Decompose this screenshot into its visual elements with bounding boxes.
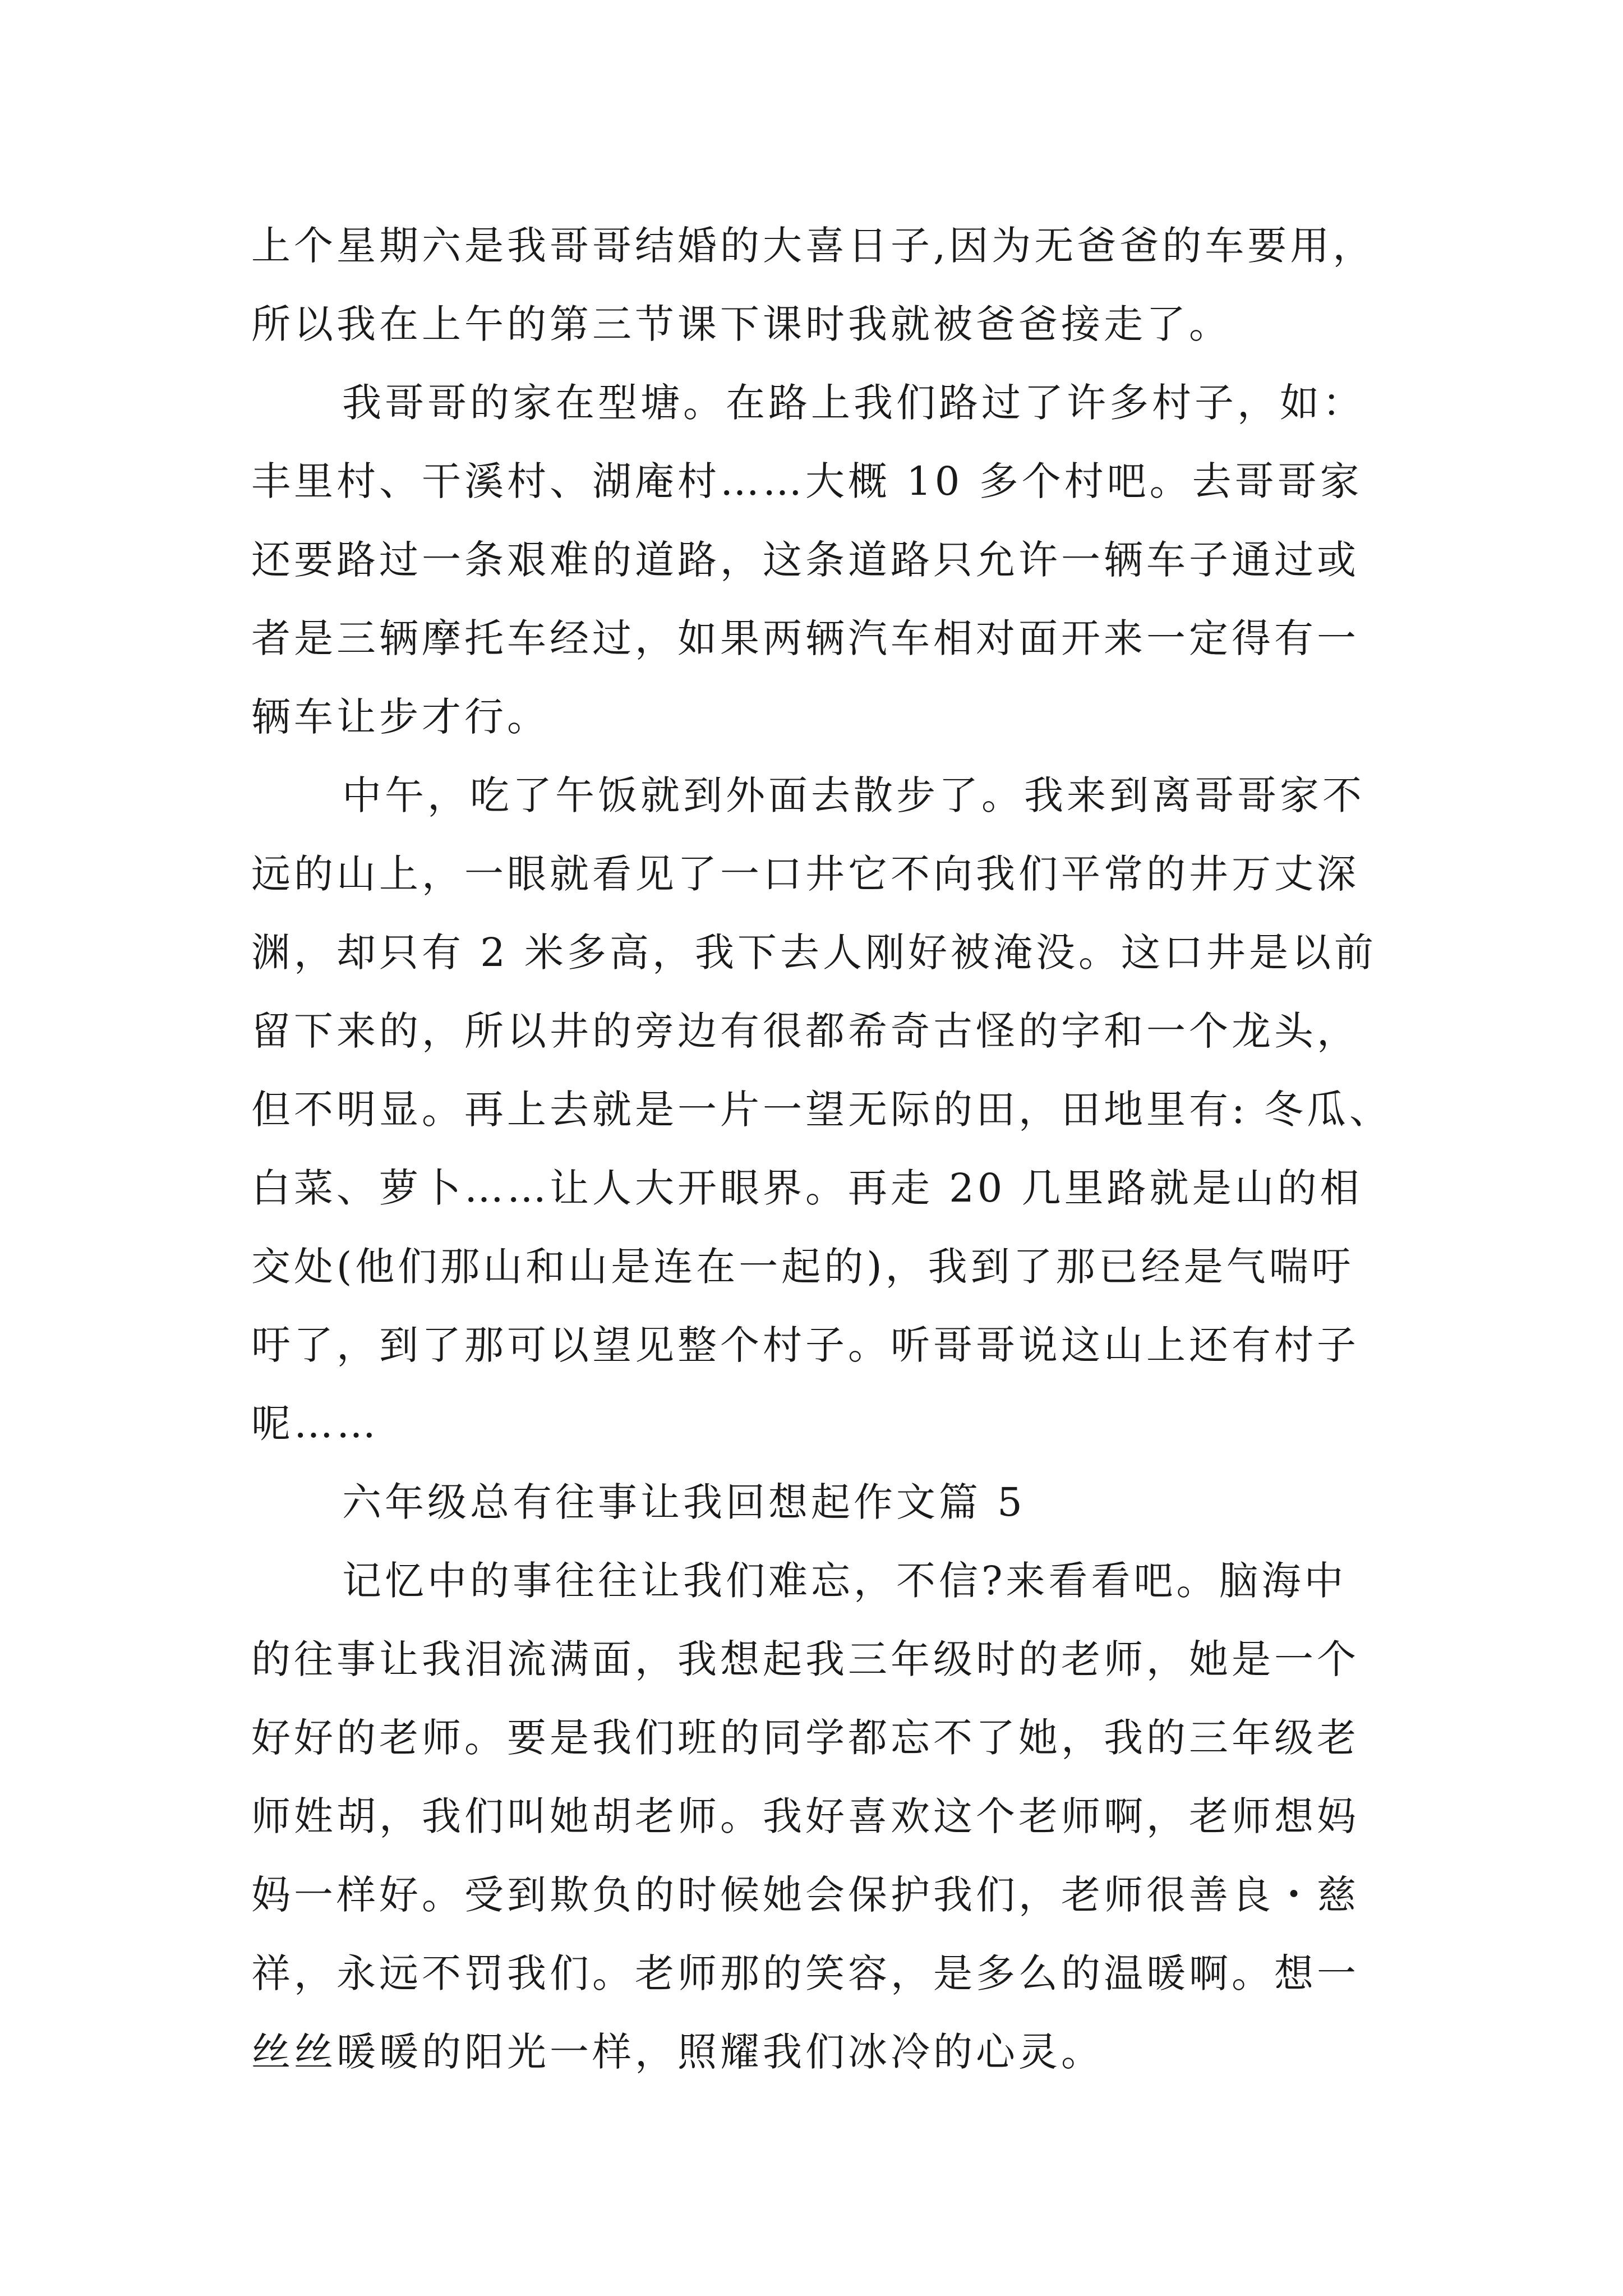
text-line: 的往事让我泪流满面，我想起我三年级时的老师，她是一个: [251, 1636, 1359, 1682]
text-line: 但不明显。再上去就是一片一望无际的田，田地里有: 冬瓜、: [251, 1087, 1392, 1133]
text-line: 辆车让步才行。: [251, 694, 550, 740]
text-line: 丰里村、干溪村、湖庵村……大概 10 多个村吧。去哥哥家: [251, 458, 1363, 504]
text-line: 呢……: [251, 1401, 379, 1447]
text-line: 者是三辆摩托车经过，如果两辆汽车相对面开来一定得有一: [251, 615, 1359, 661]
text-line: 交处(他们那山和山是连在一起的)，我到了那已经是气喘吁: [251, 1244, 1354, 1290]
text-line: 上个星期六是我哥哥结婚的大喜日子,因为无爸爸的车要用，: [251, 223, 1376, 269]
paragraph-start-line: 我哥哥的家在型塘。在路上我们路过了许多村子，如：: [342, 380, 1365, 426]
text-line: 白菜、萝卜……让人大开眼界。再走 20 几里路就是山的相: [251, 1165, 1363, 1211]
text-line: 好好的老师。要是我们班的同学都忘不了她，我的三年级老: [251, 1715, 1359, 1761]
text-line: 远的山上，一眼就看见了一口井它不向我们平常的井万丈深: [251, 851, 1359, 897]
text-line: 还要路过一条艰难的道路，这条道路只允许一辆车子通过或: [251, 537, 1359, 583]
text-line: 师姓胡，我们叫她胡老师。我好喜欢这个老师啊，老师想妈: [251, 1793, 1359, 1839]
text-line: 吁了，到了那可以望见整个村子。听哥哥说这山上还有村子: [251, 1322, 1359, 1368]
section-heading: 六年级总有往事让我回想起作文篇 5: [342, 1479, 1026, 1525]
text-line: 留下来的，所以井的旁边有很都希奇古怪的字和一个龙头，: [251, 1008, 1359, 1054]
text-line: 丝丝暖暖的阳光一样，照耀我们冰冷的心灵。: [251, 2029, 1104, 2075]
paragraph-start-line: 中午，吃了午饭就到外面去散步了。我来到离哥哥家不: [342, 772, 1365, 818]
document-body: [251, 206, 1432, 2091]
text-line: 妈一样好。受到欺负的时候她会保护我们，老师很善良・慈: [251, 1872, 1359, 1918]
text-line: 渊，却只有 2 米多高，我下去人刚好被淹没。这口井是以前: [251, 930, 1377, 976]
text-line: 所以我在上午的第三节课下课时我就被爸爸接走了。: [251, 301, 1232, 347]
text-line: 祥，永远不罚我们。老师那的笑容，是多么的温暖啊。想一: [251, 1950, 1359, 1996]
paragraph-start-line: 记忆中的事往往让我们难忘，不信?来看看吧。脑海中: [342, 1558, 1347, 1604]
